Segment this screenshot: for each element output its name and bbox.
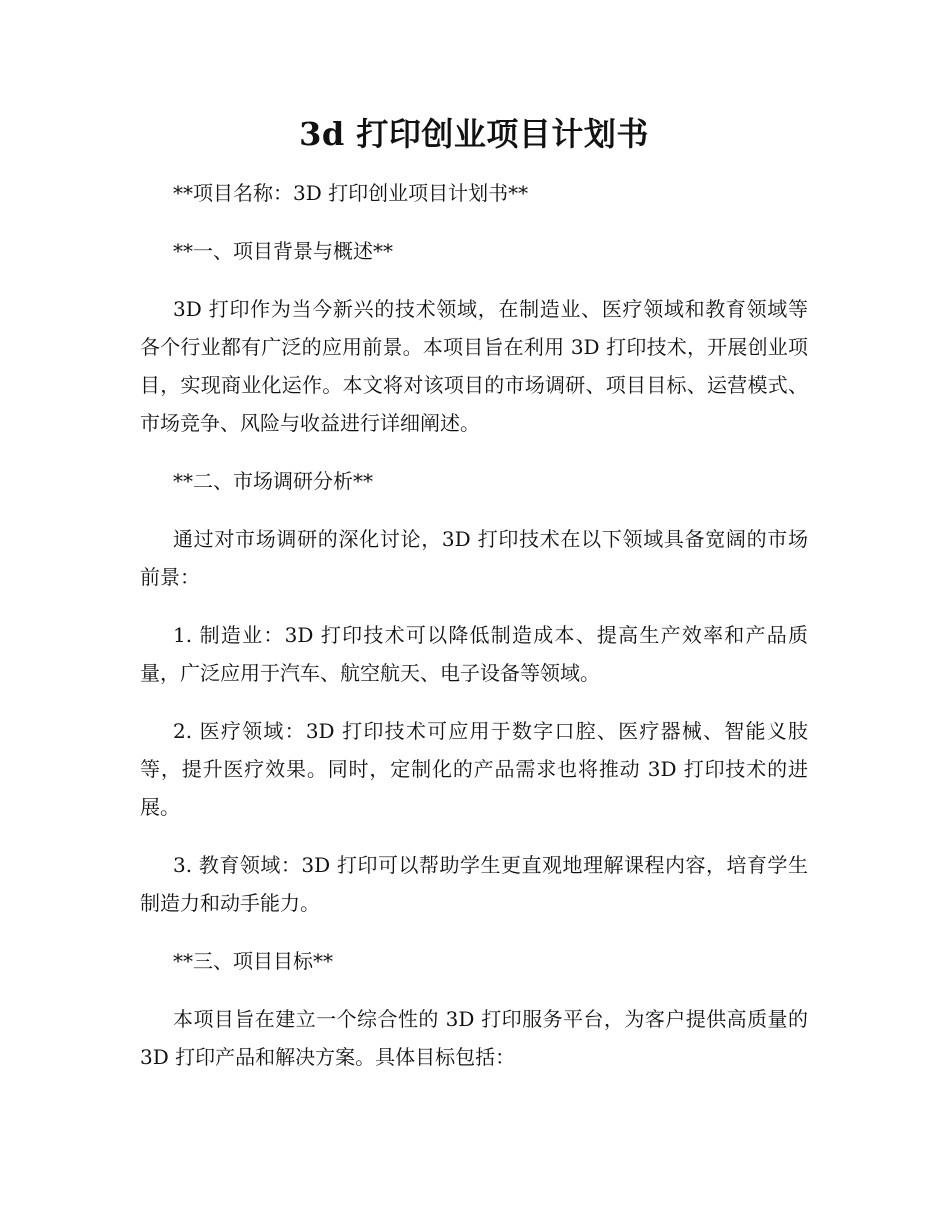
document-body xyxy=(140,112,808,1096)
section-heading-background: **一、项目背景与概述** xyxy=(173,239,393,263)
list-item-education: 3. 教育领域：3D 打印可以帮助学生更直观地理解课程内容，培育学生制造力和动手能力。 xyxy=(140,853,808,915)
document-title: 3d 打印创业项目计划书 xyxy=(299,115,649,153)
project-name-line: **项目名称：3D 打印创业项目计划书** xyxy=(173,181,529,205)
list-item-manufacturing: 1. 制造业：3D 打印技术可以降低制造成本、提高生产效率和产品质量，广泛应用于汽车、航空航天、电子设备等领域。 xyxy=(140,623,808,685)
paragraph-market-intro: 通过对市场调研的深化讨论，3D 打印技术在以下领域具备宽阔的市场前景： xyxy=(140,527,808,589)
paragraph-project-goals: 本项目旨在建立一个综合性的 3D 打印服务平台，为客户提供高质量的 3D 打印产品和解决方案。具体目标包括： xyxy=(140,1007,808,1069)
section-heading-project-goals: **三、项目目标** xyxy=(173,949,333,973)
paragraph-background: 3D 打印作为当今新兴的技术领域，在制造业、医疗领域和教育领域等各个行业都有广泛的应用前景。本项目旨在利用 3D 打印技术，开展创业项目，实现商业化运作。本文将对该项目的市场调研、项目目标、运营模式、市场竞争、风险与收益进行详细阐述。 xyxy=(140,297,808,435)
list-item-medical: 2. 医疗领域：3D 打印技术可应用于数字口腔、医疗器械、智能义肢等，提升医疗效果。同时，定制化的产品需求也将推动 3D 打印技术的进展。 xyxy=(140,719,808,819)
section-heading-market-research: **二、市场调研分析** xyxy=(173,469,373,493)
